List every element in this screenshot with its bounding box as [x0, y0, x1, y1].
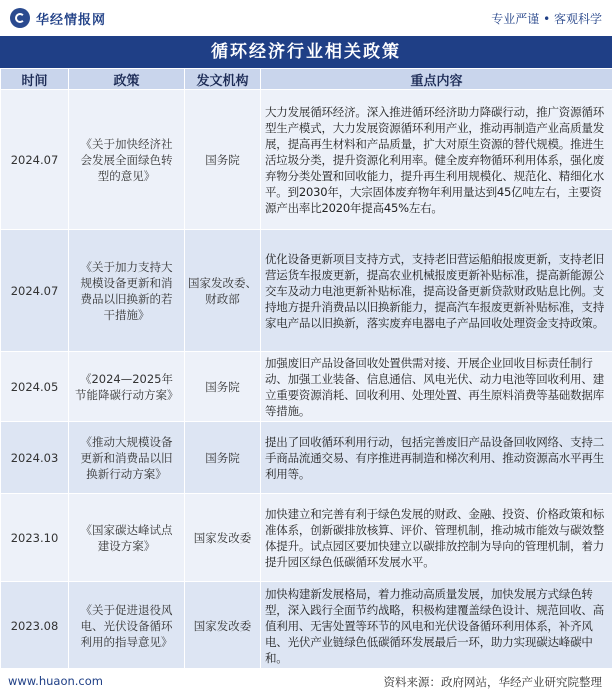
column-header-time: 时间: [1, 69, 69, 90]
cell-content: 加快构建新发展格局，着力推动高质量发展，加快发展方式绿色转型，深入践行全面节约战略，积极构建覆盖绿色设计、规范回收、高值利用、无害处置等环节的风电和光伏设备循环利用体系，补齐风电、光伏产业链绿色低碳循环发展最后一环，助力实现碳达峰碳中和。: [261, 582, 612, 670]
cell-time: 2023.10: [1, 494, 69, 582]
brand[interactable]: [10, 8, 106, 28]
cell-policy: 《关于促进退役风电、光伏设备循环利用的指导意见》: [69, 582, 185, 670]
cell-policy: 《推动大规模设备更新和消费品以旧换新行动方案》: [69, 422, 185, 494]
policy-table: [0, 68, 612, 670]
cell-content: 大力发展循环经济。深入推进循环经济助力降碳行动，推广资源循环型生产模式，大力发展资源循环利用产业，推动再制造产业高质量发展，提高再生材料和产品质量，扩大对原生资源的替代规模。推进生活垃圾分类，提升资源化利用率。健全废弃物循环利用体系，强化废弃物分类处置和回收能力，提升再生利用规模化、规范化、精细化水平。到2030年，大宗固体废弃物年利用量达到45亿吨左右，主要资源产出率比2020年提高45%左右。: [261, 90, 612, 230]
cell-time: 2024.03: [1, 422, 69, 494]
slogan: 专业严谨 • 客观科学: [491, 12, 602, 26]
cell-content: 优化设备更新项目支持方式，支持老旧营运船舶报废更新，支持老旧营运货车报废更新，提高农业机械报废更新补贴标准，提高新能源公交车及动力电池更新补贴标准，提高设备更新贷款财政贴息比例。支持地方提升消费品以旧换新能力，提高汽车报废更新补贴标准，支持家电产品以旧换新，落实废弃电器电子产品回收处理资金支持政策。: [261, 230, 612, 352]
brand-name: 华经情报网: [36, 12, 107, 28]
cell-content: 加强废旧产品设备回收处置供需对接、开展企业回收目标责任制行动、加强工业装备、信息通信、风电光伏、动力电池等回收利用、建立重要资源消耗、回收利用、处理处置、再生原料消费等基础数据库等措施。: [261, 352, 612, 422]
cell-org: 国务院: [185, 90, 261, 230]
table-row: [1, 494, 612, 582]
cell-org: 国家发改委、财政部: [185, 230, 261, 352]
footer-url-link[interactable]: www.huaon.com: [8, 674, 103, 688]
cell-policy: 《关于加力支持大规模设备更新和消费品以旧换新的若干措施》: [69, 230, 185, 352]
cell-org: 国务院: [185, 352, 261, 422]
table-row: [1, 230, 612, 352]
table-header-row: [1, 69, 612, 90]
cell-content: 加快建立和完善有利于绿色发展的财政、金融、投资、价格政策和标准体系，创新碳排放核算、评价、管理机制，推动城市能效与碳效整体提升。试点园区要加快建立以碳排放控制为导向的管理机制，着力提升园区绿色低碳循环发展水平。: [261, 494, 612, 582]
cell-time: 2024.07: [1, 90, 69, 230]
cell-org: 国务院: [185, 422, 261, 494]
cell-policy: 《2024—2025年节能降碳行动方案》: [69, 352, 185, 422]
column-header-content: 重点内容: [261, 69, 612, 90]
table-row: [1, 582, 612, 670]
cell-time: 2024.07: [1, 230, 69, 352]
top-bar: [0, 0, 612, 36]
column-header-org: 发文机构: [185, 69, 261, 90]
footer: [0, 668, 612, 695]
column-header-policy: 政策: [69, 69, 185, 90]
cell-org: 国家发改委: [185, 582, 261, 670]
cell-org: 国家发改委: [185, 494, 261, 582]
page-title: 循环经济行业相关政策: [0, 36, 612, 68]
cell-policy: 《关于加快经济社会发展全面绿色转型的意见》: [69, 90, 185, 230]
table-row: [1, 422, 612, 494]
brand-logo-icon: [10, 8, 30, 28]
cell-time: 2023.08: [1, 582, 69, 670]
cell-policy: 《国家碳达峰试点建设方案》: [69, 494, 185, 582]
footer-source: 资料来源：政府网站，华经产业研究院整理: [383, 675, 602, 689]
cell-time: 2024.05: [1, 352, 69, 422]
table-row: [1, 352, 612, 422]
table-row: [1, 90, 612, 230]
cell-content: 提出了回收循环利用行动，包括完善废旧产品设备回收网络、支持二手商品流通交易、有序推进再制造和梯次利用、推动资源高水平再生利用等。: [261, 422, 612, 494]
